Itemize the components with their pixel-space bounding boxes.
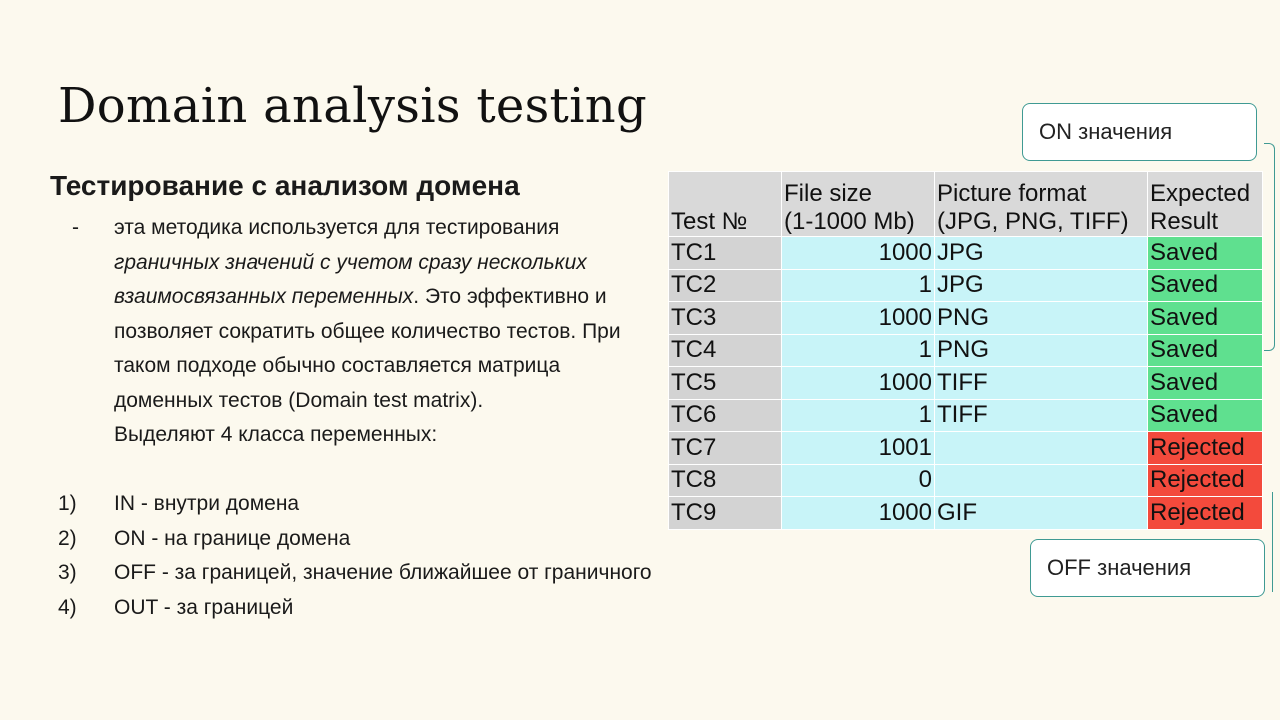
format-cell — [935, 432, 1148, 465]
list-text: ON - на границе домена — [114, 526, 351, 550]
header-expected-result-line2: Result — [1150, 208, 1219, 235]
list-text: IN - внутри домена — [114, 492, 300, 515]
table-row — [669, 464, 1263, 497]
header-file-size-line2: (1-1000 Mb) — [784, 208, 915, 235]
test-id-cell: TC2 — [669, 269, 782, 302]
header-test-number: Test № — [669, 172, 782, 237]
table-row — [669, 334, 1263, 367]
file-size-cell: 1 — [782, 334, 935, 367]
table-row — [669, 432, 1263, 465]
result-cell: Saved — [1148, 334, 1263, 367]
format-cell: TIFF — [935, 399, 1148, 432]
list-number: 1) — [58, 492, 77, 515]
result-cell: Rejected — [1148, 464, 1263, 497]
test-id-cell: TC9 — [669, 497, 782, 530]
header-file-size-line1: File size — [784, 180, 873, 207]
on-values-callout: ON значения — [1022, 103, 1257, 161]
format-cell: TIFF — [935, 367, 1148, 400]
domain-test-matrix — [668, 171, 1263, 530]
intro-text-italic: граничных значений с учетом сразу нескольких взаимосвязанных переменных — [114, 250, 587, 308]
test-id-cell: TC5 — [669, 367, 782, 400]
test-id-cell: TC3 — [669, 302, 782, 335]
header-expected-result — [1148, 172, 1263, 237]
intro-text-after: . Это эффективно и позволяет сократить общее количество тестов. При таком подходе обычно составляется матрица доменных тестов (Domain test matrix). — [114, 285, 621, 412]
format-cell: JPG — [935, 269, 1148, 302]
result-cell: Saved — [1148, 367, 1263, 400]
intro-text-before: эта методика используется для тестирования — [114, 216, 560, 239]
header-picture-format-line1: Picture format — [937, 180, 1087, 207]
result-cell: Rejected — [1148, 432, 1263, 465]
intro-text — [114, 211, 654, 418]
list-number: 2) — [58, 526, 77, 550]
test-id-cell: TC1 — [669, 237, 782, 270]
list-item — [58, 556, 658, 591]
bullet-dash: - — [72, 216, 79, 239]
list-item — [58, 522, 658, 557]
result-cell: Saved — [1148, 269, 1263, 302]
header-picture-format-line2: (JPG, PNG, TIFF) — [937, 208, 1129, 235]
file-size-cell: 1 — [782, 269, 935, 302]
file-size-cell: 0 — [782, 464, 935, 497]
file-size-cell: 1000 — [782, 237, 935, 270]
list-text: OUT - за границей — [114, 595, 294, 619]
file-size-cell: 1000 — [782, 302, 935, 335]
table-row — [669, 302, 1263, 335]
list-number: 4) — [58, 595, 77, 619]
intro-paragraph — [114, 211, 654, 453]
result-cell: Saved — [1148, 302, 1263, 335]
table-row — [669, 269, 1263, 302]
list-item — [58, 487, 658, 522]
result-cell: Saved — [1148, 237, 1263, 270]
format-cell — [935, 464, 1148, 497]
list-text: OFF - за границей, значение ближайшее от граничного — [114, 561, 652, 584]
classes-intro-line: Выделяют 4 класса переменных: — [114, 423, 438, 446]
result-cell: Rejected — [1148, 497, 1263, 530]
list-item — [58, 591, 658, 626]
header-picture-format — [935, 172, 1148, 237]
header-file-size — [782, 172, 935, 237]
table-row — [669, 497, 1263, 530]
file-size-cell: 1001 — [782, 432, 935, 465]
test-id-cell: TC8 — [669, 464, 782, 497]
variable-classes-list — [58, 487, 658, 625]
format-cell: PNG — [935, 334, 1148, 367]
format-cell: GIF — [935, 497, 1148, 530]
slide-subtitle: Тестирование с анализом домена — [50, 170, 520, 201]
on-values-bracket — [1264, 143, 1275, 351]
format-cell: PNG — [935, 302, 1148, 335]
test-id-cell: TC6 — [669, 399, 782, 432]
result-cell: Saved — [1148, 399, 1263, 432]
test-id-cell: TC4 — [669, 334, 782, 367]
off-values-callout: OFF значения — [1030, 539, 1265, 597]
list-number: 3) — [58, 561, 77, 584]
file-size-cell: 1000 — [782, 497, 935, 530]
format-cell: JPG — [935, 237, 1148, 270]
table-header-row — [669, 172, 1263, 237]
header-expected-result-line1: Expected — [1150, 180, 1251, 207]
file-size-cell: 1 — [782, 399, 935, 432]
table-row — [669, 367, 1263, 400]
file-size-cell: 1000 — [782, 367, 935, 400]
slide-title: Domain analysis testing — [58, 78, 648, 134]
table-row — [669, 399, 1263, 432]
table-row — [669, 237, 1263, 270]
off-values-bracket — [1264, 492, 1273, 592]
test-id-cell: TC7 — [669, 432, 782, 465]
